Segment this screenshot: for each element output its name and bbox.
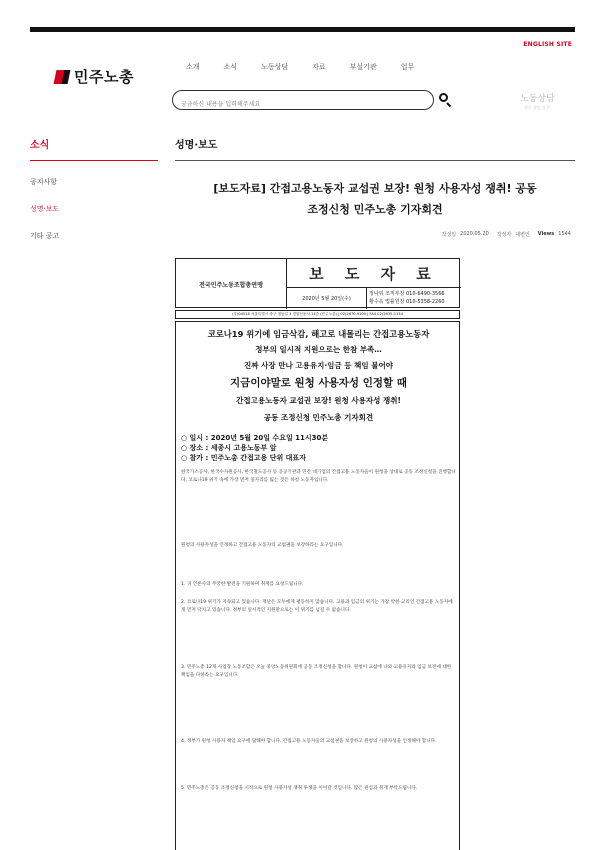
title-divider (175, 160, 575, 161)
doc-header-table (175, 258, 460, 308)
meta-author: 대변인 (515, 232, 530, 238)
meta-date-label: 작성일 (441, 232, 457, 238)
press-release-document (175, 258, 575, 850)
nav-item-institutes[interactable]: 부설기관 (349, 63, 377, 71)
labor-counseling-subtext: 전문 상담 창구 (524, 105, 550, 110)
site-logo[interactable] (55, 66, 134, 87)
nav-item-counseling[interactable]: 노동상담 (261, 63, 289, 71)
doc-body (175, 321, 460, 850)
doc-big-title: 보 도 자 료 (287, 259, 461, 288)
doc-paragraph: 원청의 사용자성을 인정하고 간접고용 노동자의 교섭권을 보장하라는 요구입니다. (181, 543, 344, 548)
logo-text: 민주노총 (74, 68, 134, 86)
doc-paragraph: 2. 코로나19 위기가 지속되고 있습니다. 재난은 모두에게 평등하지 않습니다. 고용과 임금의 위기는 가장 약한 고리인 간접고용 노동자에게 먼저 닥치고 있습니다. 정부의 일시적인 지원만으로는 이 위기를 넘길 수 없습니다. (181, 600, 453, 614)
meta-date: 2020.05.20 (460, 231, 489, 237)
sidebar-item-statements[interactable]: 성명·보도 (30, 205, 60, 213)
doc-date: 2020년 5월 20일(수) (287, 288, 367, 309)
sidebar-title: 소식 (30, 140, 50, 151)
nav-item-about[interactable]: 소개 (186, 63, 200, 71)
nav-item-work[interactable]: 업무 (400, 63, 415, 71)
article-title: [보도자료] 간접고용노동자 교섭권 보장! 원청 사용자성 쟁취! 공동 조정신청 민주노총 기자회견 (213, 182, 537, 216)
sidebar-item-other-notices[interactable]: 기타 공고 (30, 232, 60, 240)
search-input[interactable] (173, 96, 433, 114)
doc-subheadline: 진짜 사장 만나 고용유지·임금 등 책임 물어야 (244, 361, 393, 370)
doc-paragraph: 1. 귀 언론사의 무궁한 발전을 기원하며 취재를 요청드립니다. (181, 582, 304, 587)
english-site-link[interactable]: ENGLISH SITE (523, 41, 572, 48)
meta-views-label: Views (537, 231, 555, 237)
doc-paragraph: 4. 정부가 원청 사용자 책임 요구에 답해야 합니다. 간접고용 노동자들의 교섭권을 보장하고 원청의 사용자성을 인정해야 합니다. (181, 739, 437, 744)
doc-info-place: ○ 장소 : 세종시 고용노동부 앞 (181, 444, 277, 452)
page-title: 성명·보도 (175, 140, 218, 151)
sidebar-divider (30, 160, 158, 161)
doc-subheadline: 정부의 일시적 지원으로는 한참 부족… (255, 345, 382, 354)
meta-views: 1544 (558, 231, 571, 237)
main-nav (186, 62, 438, 72)
doc-paragraph: 5. 민주노총은 공동 조정신청을 시작으로 원청 사용자성 쟁취 투쟁을 이어갈 것입니다. 많은 관심과 취재 부탁드립니다. (181, 786, 418, 791)
logo-icon (55, 70, 70, 84)
labor-counseling-link[interactable]: 노동상담 (520, 94, 555, 104)
search-box (172, 90, 434, 110)
doc-contacts: 정나위 조직부장 010-6490-3566 황수옥 법률원장 010-5358-2260 (369, 291, 445, 305)
doc-subheadline: 간접고용노동자 교섭권 보장! 원청 사용자성 쟁취! (236, 396, 401, 405)
nav-item-news[interactable]: 소식 (223, 63, 238, 71)
doc-headline: 코로나19 위기에 임금삭감, 해고로 내몰리는 간접고용노동자 (207, 329, 430, 339)
search-icon[interactable] (438, 92, 454, 108)
top-bar (30, 27, 575, 32)
meta-author-label: 작성자 (496, 232, 512, 238)
sidebar-item-notices[interactable]: 공지사항 (30, 178, 58, 186)
doc-organization: 전국민주노동조합총연맹 (176, 259, 287, 309)
doc-address: (우)04518 서울특별시 중구 정동길 3 경향신문사 14층 (민주노총) | 02)2670-9100 | FAX 02)2635-1134 (175, 310, 460, 319)
article-meta (438, 231, 571, 238)
nav-item-resources[interactable]: 자료 (312, 63, 326, 71)
doc-paragraph: 한국가스공사, 한국수자원공사, 한국철도공사 등 공공기관과 민간 대기업의 간접고용 노동자들이 원청을 상대로 공동 조정신청을 진행합니다. 코로나19 위기 속에 가장 먼저 일자리를 잃는 것은 하청 노동자입니다. (181, 470, 456, 484)
doc-subheadline: 공동 조정신청 민주노총 기자회견 (263, 413, 374, 422)
doc-info-participants: ○ 참가 : 민주노총 간접고용 단위 대표자 (181, 454, 306, 462)
doc-main-message: 지금이야말로 원청 사용자성 인정할 때 (230, 377, 407, 389)
doc-paragraph: 3. 민주노총 12개 사업장 노동조합은 오늘 중앙노동위원회에 공동 조정신청을 합니다. 원청이 교섭에 나와 고용유지와 임금 보전에 대한 책임을 다하라는 요구입니다. (181, 665, 452, 679)
doc-info-time: ○ 일시 : 2020년 5월 20일 수요일 11시30분 (181, 434, 329, 442)
